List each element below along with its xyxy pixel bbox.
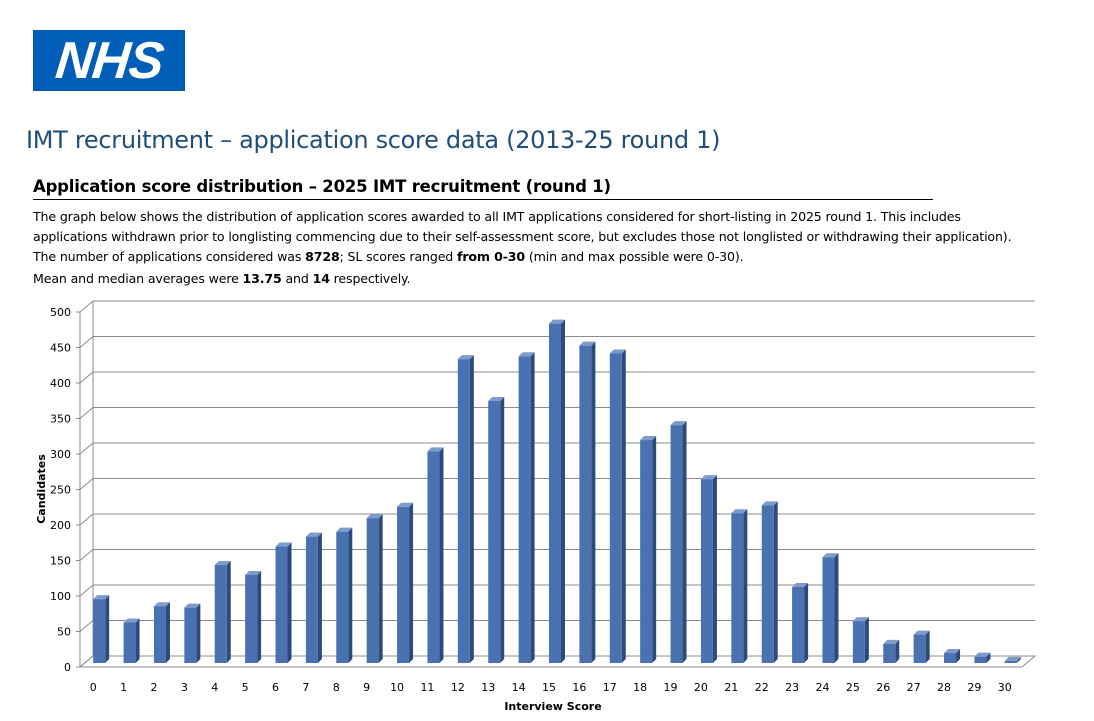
gridline-diagonal bbox=[80, 443, 93, 454]
bar-0 bbox=[93, 595, 109, 663]
gridline-diagonal bbox=[80, 621, 93, 632]
bar-16 bbox=[579, 342, 595, 663]
bar-24 bbox=[822, 553, 838, 663]
x-tick-label: 19 bbox=[663, 681, 678, 694]
bar-25 bbox=[853, 617, 869, 663]
gridline-diagonal bbox=[80, 408, 93, 419]
gridline-diagonal bbox=[80, 372, 93, 383]
x-tick-label: 23 bbox=[785, 681, 800, 694]
bar-front-6 bbox=[276, 547, 288, 663]
y-tick-label: 150 bbox=[50, 554, 71, 568]
bar-front-10 bbox=[397, 507, 409, 663]
bar-side-19 bbox=[683, 421, 687, 663]
bar-front-20 bbox=[701, 479, 713, 663]
x-tick-label: 0 bbox=[89, 681, 97, 694]
description-text-a: The graph below shows the distribution of application scores awarded to all IMT applications considered for short-listing in 2025 round 1. This includes applications withdrawn prior to longlisting commencing due to their self-assessment score, but excludes those not longlisted or withdrawing their application). The number of applications considered was bbox=[33, 209, 1012, 264]
bar-side-17 bbox=[622, 349, 626, 663]
bar-1 bbox=[124, 619, 140, 663]
y-tick-label: 400 bbox=[50, 377, 71, 390]
bar-side-20 bbox=[713, 475, 717, 663]
bar-front-7 bbox=[306, 537, 318, 663]
description-text-b: ; SL scores ranged bbox=[339, 249, 457, 264]
bar-front-19 bbox=[671, 425, 683, 663]
bar-side-1 bbox=[136, 619, 140, 663]
bar-front-17 bbox=[610, 353, 622, 663]
x-tick-label: 7 bbox=[302, 681, 310, 694]
y-tick-label: 100 bbox=[50, 590, 71, 603]
bar-side-22 bbox=[774, 501, 778, 663]
x-tick-label: 3 bbox=[180, 681, 188, 694]
x-tick-label: 27 bbox=[906, 681, 921, 694]
bar-7 bbox=[306, 533, 322, 663]
bar-20 bbox=[701, 475, 717, 663]
x-tick-label: 16 bbox=[572, 681, 587, 694]
bar-23 bbox=[792, 583, 808, 663]
gridline-diagonal bbox=[80, 337, 93, 348]
description-paragraph bbox=[33, 207, 1033, 267]
bar-side-18 bbox=[652, 436, 656, 663]
gridline-diagonal bbox=[80, 585, 93, 596]
averages-paragraph bbox=[33, 269, 410, 289]
x-tick-label: 25 bbox=[845, 681, 860, 694]
bar-side-13 bbox=[500, 397, 504, 663]
bar-front-25 bbox=[853, 621, 865, 663]
x-tick-label: 30 bbox=[997, 681, 1012, 694]
x-tick-label: 21 bbox=[724, 681, 739, 694]
bar-6 bbox=[276, 543, 292, 663]
bar-front-27 bbox=[914, 635, 926, 663]
description-text-c: (min and max possible were 0-30). bbox=[525, 249, 744, 264]
bar-side-7 bbox=[318, 533, 322, 663]
x-tick-label: 26 bbox=[876, 681, 891, 694]
bar-front-23 bbox=[792, 587, 804, 663]
bar-side-4 bbox=[227, 561, 231, 663]
chart-bars bbox=[93, 320, 1021, 663]
bar-side-25 bbox=[865, 617, 869, 663]
bar-15 bbox=[549, 320, 565, 663]
x-axis-label: Interview Score bbox=[504, 700, 602, 713]
bar-side-23 bbox=[804, 583, 808, 663]
x-tick-label: 24 bbox=[815, 681, 830, 694]
page-title: IMT recruitment – application score data (2013-25 round 1) bbox=[26, 126, 721, 154]
applications-count: 8728 bbox=[305, 249, 340, 264]
bar-11 bbox=[427, 447, 443, 663]
bar-side-11 bbox=[439, 447, 443, 663]
x-tick-label: 10 bbox=[390, 681, 405, 694]
y-tick-label: 500 bbox=[50, 306, 71, 319]
bar-22 bbox=[762, 501, 778, 663]
bar-side-2 bbox=[166, 602, 170, 663]
median-value: 14 bbox=[312, 271, 330, 286]
nhs-logo-text: NHS bbox=[52, 31, 166, 90]
bar-side-21 bbox=[743, 509, 747, 663]
bar-front-26 bbox=[883, 644, 895, 663]
bar-3 bbox=[184, 604, 200, 663]
bar-10 bbox=[397, 503, 413, 663]
x-tick-label: 5 bbox=[241, 681, 249, 694]
bar-side-3 bbox=[196, 604, 200, 663]
bar-side-9 bbox=[379, 514, 383, 663]
y-tick-label: 350 bbox=[50, 412, 71, 426]
y-tick-label: 0 bbox=[64, 661, 71, 674]
bar-side-5 bbox=[257, 571, 261, 663]
bar-front-18 bbox=[640, 440, 652, 663]
bar-12 bbox=[458, 355, 474, 663]
x-tick-label: 2 bbox=[150, 681, 158, 694]
gridline-diagonal bbox=[80, 550, 93, 561]
x-tick-label: 11 bbox=[420, 681, 435, 694]
mean-value: 13.75 bbox=[242, 271, 282, 286]
x-tick-label: 12 bbox=[450, 681, 465, 694]
x-tick-label: 22 bbox=[754, 681, 769, 694]
bar-5 bbox=[245, 571, 261, 663]
bar-4 bbox=[215, 561, 231, 663]
bar-front-16 bbox=[579, 346, 591, 663]
bar-front-2 bbox=[154, 606, 166, 663]
bar-front-14 bbox=[519, 356, 531, 663]
bar-side-12 bbox=[470, 355, 474, 663]
bar-27 bbox=[914, 631, 930, 663]
averages-text-c: respectively. bbox=[329, 271, 411, 286]
bar-side-6 bbox=[288, 543, 292, 663]
gridline-diagonal bbox=[80, 479, 93, 490]
bar-front-5 bbox=[245, 575, 257, 663]
bar-14 bbox=[519, 352, 535, 663]
score-distribution-chart bbox=[0, 290, 1094, 721]
x-tick-label: 8 bbox=[332, 681, 340, 694]
y-axis-label: Candidates bbox=[35, 454, 48, 524]
x-tick-label: 13 bbox=[481, 681, 496, 694]
y-tick-label: 300 bbox=[50, 448, 71, 461]
bar-8 bbox=[336, 528, 352, 663]
bar-front-28 bbox=[944, 653, 956, 663]
bar-2 bbox=[154, 602, 170, 663]
bar-side-14 bbox=[531, 352, 535, 663]
bar-30 bbox=[1005, 657, 1021, 663]
bar-front-8 bbox=[336, 532, 348, 663]
y-tick-label: 200 bbox=[50, 519, 71, 532]
x-tick-label: 29 bbox=[967, 681, 982, 694]
bar-front-4 bbox=[215, 565, 227, 663]
bar-28 bbox=[944, 649, 960, 663]
x-tick-label: 17 bbox=[602, 681, 617, 694]
x-tick-label: 4 bbox=[211, 681, 219, 694]
bar-29 bbox=[974, 653, 990, 663]
bar-side-26 bbox=[895, 640, 899, 663]
bar-front-30 bbox=[1005, 661, 1017, 663]
section-heading: Application score distribution – 2025 IMT recruitment (round 1) bbox=[33, 177, 933, 200]
bar-19 bbox=[671, 421, 687, 663]
bar-front-0 bbox=[93, 599, 105, 663]
bar-front-21 bbox=[731, 513, 743, 663]
x-tick-label: 20 bbox=[693, 681, 708, 694]
y-tick-label: 450 bbox=[50, 341, 71, 355]
gridline-diagonal bbox=[80, 301, 93, 312]
x-tick-label: 1 bbox=[120, 681, 128, 694]
averages-text-a: Mean and median averages were bbox=[33, 271, 243, 286]
x-tick-label: 14 bbox=[511, 681, 526, 694]
bar-side-27 bbox=[926, 631, 930, 663]
x-tick-label: 15 bbox=[542, 681, 556, 694]
bar-17 bbox=[610, 349, 626, 663]
bar-side-24 bbox=[834, 553, 838, 663]
bar-side-16 bbox=[591, 342, 595, 663]
bar-front-24 bbox=[822, 557, 834, 663]
bar-front-11 bbox=[427, 451, 439, 663]
bar-front-13 bbox=[488, 401, 500, 663]
bar-front-12 bbox=[458, 359, 470, 663]
bar-front-29 bbox=[974, 657, 986, 663]
x-tick-label: 9 bbox=[363, 681, 371, 694]
y-tick-label: 250 bbox=[50, 483, 71, 497]
averages-text-b: and bbox=[281, 271, 313, 286]
bar-front-3 bbox=[184, 608, 196, 663]
bar-9 bbox=[367, 514, 383, 663]
x-tick-label: 18 bbox=[633, 681, 648, 694]
bar-side-15 bbox=[561, 320, 565, 663]
bar-front-22 bbox=[762, 505, 774, 663]
bar-side-0 bbox=[105, 595, 109, 663]
x-tick-label: 28 bbox=[937, 681, 952, 694]
bar-26 bbox=[883, 640, 899, 663]
bar-front-1 bbox=[124, 623, 136, 663]
bar-18 bbox=[640, 436, 656, 663]
score-range: from 0-30 bbox=[457, 249, 526, 264]
bar-front-9 bbox=[367, 518, 379, 663]
bar-side-10 bbox=[409, 503, 413, 663]
bar-side-8 bbox=[348, 528, 352, 663]
x-tick-label: 6 bbox=[272, 681, 280, 694]
bar-front-15 bbox=[549, 324, 561, 663]
bar-21 bbox=[731, 509, 747, 663]
gridline-diagonal bbox=[80, 514, 93, 525]
nhs-logo bbox=[33, 30, 185, 91]
bar-13 bbox=[488, 397, 504, 663]
y-tick-label: 50 bbox=[57, 625, 71, 639]
